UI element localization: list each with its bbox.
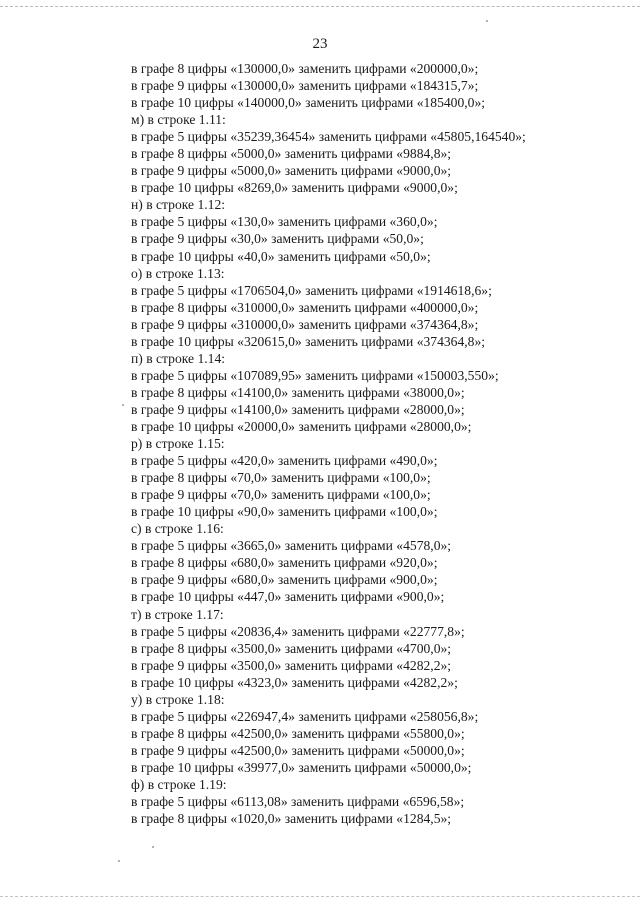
document-line: в графе 8 цифры «310000,0» заменить цифрами «400000,0»; — [131, 299, 479, 315]
document-line: в графе 10 цифры «140000,0» заменить цифрами «185400,0»; — [131, 95, 486, 111]
document-line: в графе 5 цифры «35239,36454» заменить цифрами «45805,164540»; — [131, 129, 526, 145]
document-line: н) в строке 1.12: — [131, 197, 226, 213]
document-line: в графе 9 цифры «130000,0» заменить цифрами «184315,7»; — [131, 78, 479, 94]
document-line: в графе 8 цифры «5000,0» заменить цифрами «9884,8»; — [131, 146, 452, 162]
document-line: в графе 8 цифры «1020,0» заменить цифрами «1284,5»; — [131, 811, 452, 827]
document-line: п) в строке 1.14: — [131, 350, 226, 366]
document-line: в графе 8 цифры «130000,0» заменить цифрами «200000,0»; — [131, 61, 479, 76]
document-line: в графе 10 цифры «20000,0» заменить цифрами «28000,0»; — [131, 418, 472, 434]
scan-speck — [486, 20, 488, 22]
document-line: в графе 5 цифры «1706504,0» заменить цифрами «1914618,6»; — [131, 282, 492, 298]
page-number: 23 — [312, 36, 328, 52]
document-line: в графе 9 цифры «42500,0» заменить цифрами «50000,0»; — [131, 742, 465, 758]
scan-speck — [118, 860, 120, 862]
document-line: в графе 9 цифры «3500,0» заменить цифрами «4282,2»; — [131, 657, 452, 673]
document-line: в графе 9 цифры «680,0» заменить цифрами «900,0»; — [131, 572, 438, 588]
document-line: в графе 8 цифры «42500,0» заменить цифрами «55800,0»; — [131, 725, 465, 741]
document-line: в графе 5 цифры «107089,95» заменить цифрами «150003,550»; — [131, 367, 499, 383]
document-line: в графе 10 цифры «320615,0» заменить цифрами «374364,8»; — [131, 333, 486, 349]
document-line: в графе 8 цифры «3500,0» заменить цифрами «4700,0»; — [131, 640, 452, 656]
document-line: м) в строке 1.11: — [131, 112, 226, 128]
document-line: в графе 5 цифры «3665,0» заменить цифрами «4578,0»; — [131, 538, 452, 554]
amendment-list — [131, 60, 526, 827]
scan-speck — [122, 404, 124, 406]
document-line: у) в строке 1.18: — [131, 691, 225, 707]
document-line: в графе 8 цифры «70,0» заменить цифрами «100,0»; — [131, 470, 431, 486]
document-line: в графе 9 цифры «30,0» заменить цифрами «50,0»; — [131, 231, 424, 247]
scan-top-edge — [0, 6, 640, 7]
scan-bottom-edge — [0, 896, 640, 897]
document-line: в графе 5 цифры «130,0» заменить цифрами «360,0»; — [131, 214, 438, 230]
document-line: в графе 5 цифры «420,0» заменить цифрами «490,0»; — [131, 453, 438, 469]
document-line: ф) в строке 1.19: — [131, 776, 227, 792]
document-line: о) в строке 1.13: — [131, 265, 225, 281]
document-line: с) в строке 1.16: — [131, 521, 224, 537]
document-line: в графе 8 цифры «680,0» заменить цифрами «920,0»; — [131, 555, 438, 571]
document-line: в графе 9 цифры «14100,0» заменить цифрами «28000,0»; — [131, 401, 465, 417]
document-line: в графе 5 цифры «20836,4» заменить цифрами «22777,8»; — [131, 623, 465, 639]
document-line: в графе 5 цифры «6113,08» заменить цифрами «6596,58»; — [131, 794, 465, 810]
document-line: р) в строке 1.15: — [131, 436, 225, 452]
document-line: в графе 10 цифры «8269,0» заменить цифрами «9000,0»; — [131, 180, 458, 196]
document-line: в графе 9 цифры «310000,0» заменить цифрами «374364,8»; — [131, 316, 479, 332]
document-line: в графе 8 цифры «14100,0» заменить цифрами «38000,0»; — [131, 384, 465, 400]
document-line: в графе 9 цифры «70,0» заменить цифрами «100,0»; — [131, 487, 431, 503]
document-line: в графе 9 цифры «5000,0» заменить цифрами «9000,0»; — [131, 163, 452, 179]
document-line: в графе 10 цифры «39977,0» заменить цифрами «50000,0»; — [131, 759, 472, 775]
scan-speck — [152, 846, 154, 848]
document-line: в графе 10 цифры «90,0» заменить цифрами «100,0»; — [131, 504, 438, 520]
document-line: т) в строке 1.17: — [131, 606, 224, 622]
document-line: в графе 10 цифры «40,0» заменить цифрами «50,0»; — [131, 248, 431, 264]
document-line: в графе 10 цифры «447,0» заменить цифрами «900,0»; — [131, 589, 445, 605]
document-line: в графе 10 цифры «4323,0» заменить цифрами «4282,2»; — [131, 674, 458, 690]
document-line: в графе 5 цифры «226947,4» заменить цифрами «258056,8»; — [131, 708, 479, 724]
